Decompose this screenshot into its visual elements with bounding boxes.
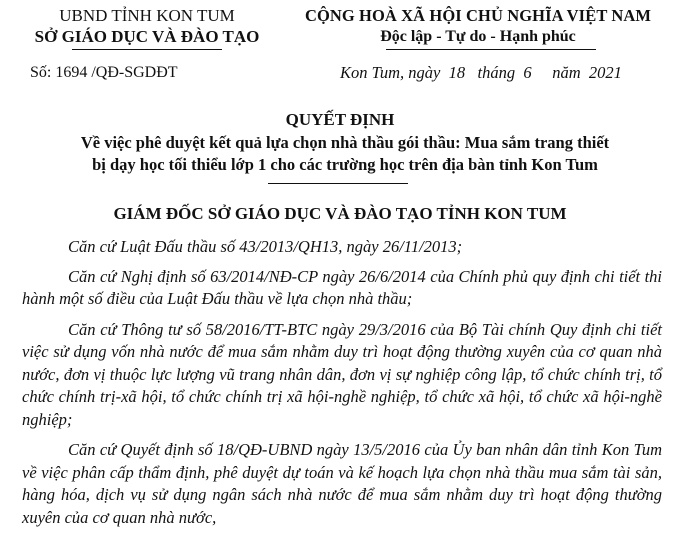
legal-basis-paragraph: Căn cứ Quyết định số 18/QĐ-UBND ngày 13/5/2016 của Ủy ban nhân dân tỉnh Kon Tum về việc phân cấp thẩm định, phê duyệt dự toán và kế hoạch lựa chọn nhà thầu mua sắm tài sản, hàng hóa, dịch vụ sử dụng ngân sách nhà nước để mua sắm nhằm duy trì hoạt động thường xuyên của cơ quan nhà nước, [22,440,662,527]
agency-underline [72,49,222,50]
issuing-authority: GIÁM ĐỐC SỞ GIÁO DỤC VÀ ĐÀO TẠO TỈNH KON TUM [113,204,567,223]
legal-basis-paragraph: Căn cứ Thông tư số 58/2016/TT-BTC ngày 29/3/2016 của Bộ Tài chính Quy định chi tiết việc sử dụng vốn nhà nước để mua sắm nhằm duy trì hoạt động thường xuyên của cơ quan nhà nước, đơn vị thuộc lực lượng vũ trang nhân dân, đơn vị sự nghiệp công lập, tổ chức chính trị, tổ chức chính trị-xã hội, tổ chức chính trị xã hội-nghề nghiệp, tổ chức xã hội, tổ chức xã hội-nghề nghiệp; [22,319,662,429]
subject-line-2: bị dạy học tối thiểu lớp 1 cho các trường học trên địa bàn tỉnh Kon Tum [92,155,598,174]
legal-basis-paragraph: Căn cứ Luật Đấu thầu số 43/2013/QH13, ngày 26/11/2013; [68,237,463,256]
document-title: QUYẾT ĐỊNH [285,110,395,129]
subject-underline [268,183,408,184]
place-date-month-label: tháng [477,63,516,82]
legal-basis-paragraph: Căn cứ Nghị định số 63/2014/NĐ-CP ngày 26/6/2014 của Chính phủ quy định chi tiết thi hành một số điều của Luật Đấu thầu về lựa chọn nhà thầu; [22,266,662,308]
agency-parent: UBND TỈNH KON TUM [59,6,235,25]
subject-line-1: Về việc phê duyệt kết quả lựa chọn nhà thầu gói thầu: Mua sắm trang thiết [80,133,610,152]
agency-name: SỞ GIÁO DỤC VÀ ĐÀO TẠO [34,27,260,46]
nation-name: CỘNG HOÀ XÃ HỘI CHỦ NGHĨA VIỆT NAM [304,6,652,25]
document-subject [20,132,670,176]
motto-underline [386,49,596,50]
place-date-year-label: năm [552,63,581,82]
nation-header [282,6,674,47]
place-date-prefix: Kon Tum, ngày [340,63,441,82]
national-motto: Độc lập - Tự do - Hạnh phúc [380,28,576,45]
place-date [340,63,622,83]
document-body [22,236,662,537]
document-number: Số: 1694 /QĐ-SGDĐT [30,64,178,81]
place-date-day: 18 [448,63,466,82]
place-date-year: 2021 [588,63,622,82]
place-date-month: 6 [523,63,532,82]
agency-header [18,6,276,47]
